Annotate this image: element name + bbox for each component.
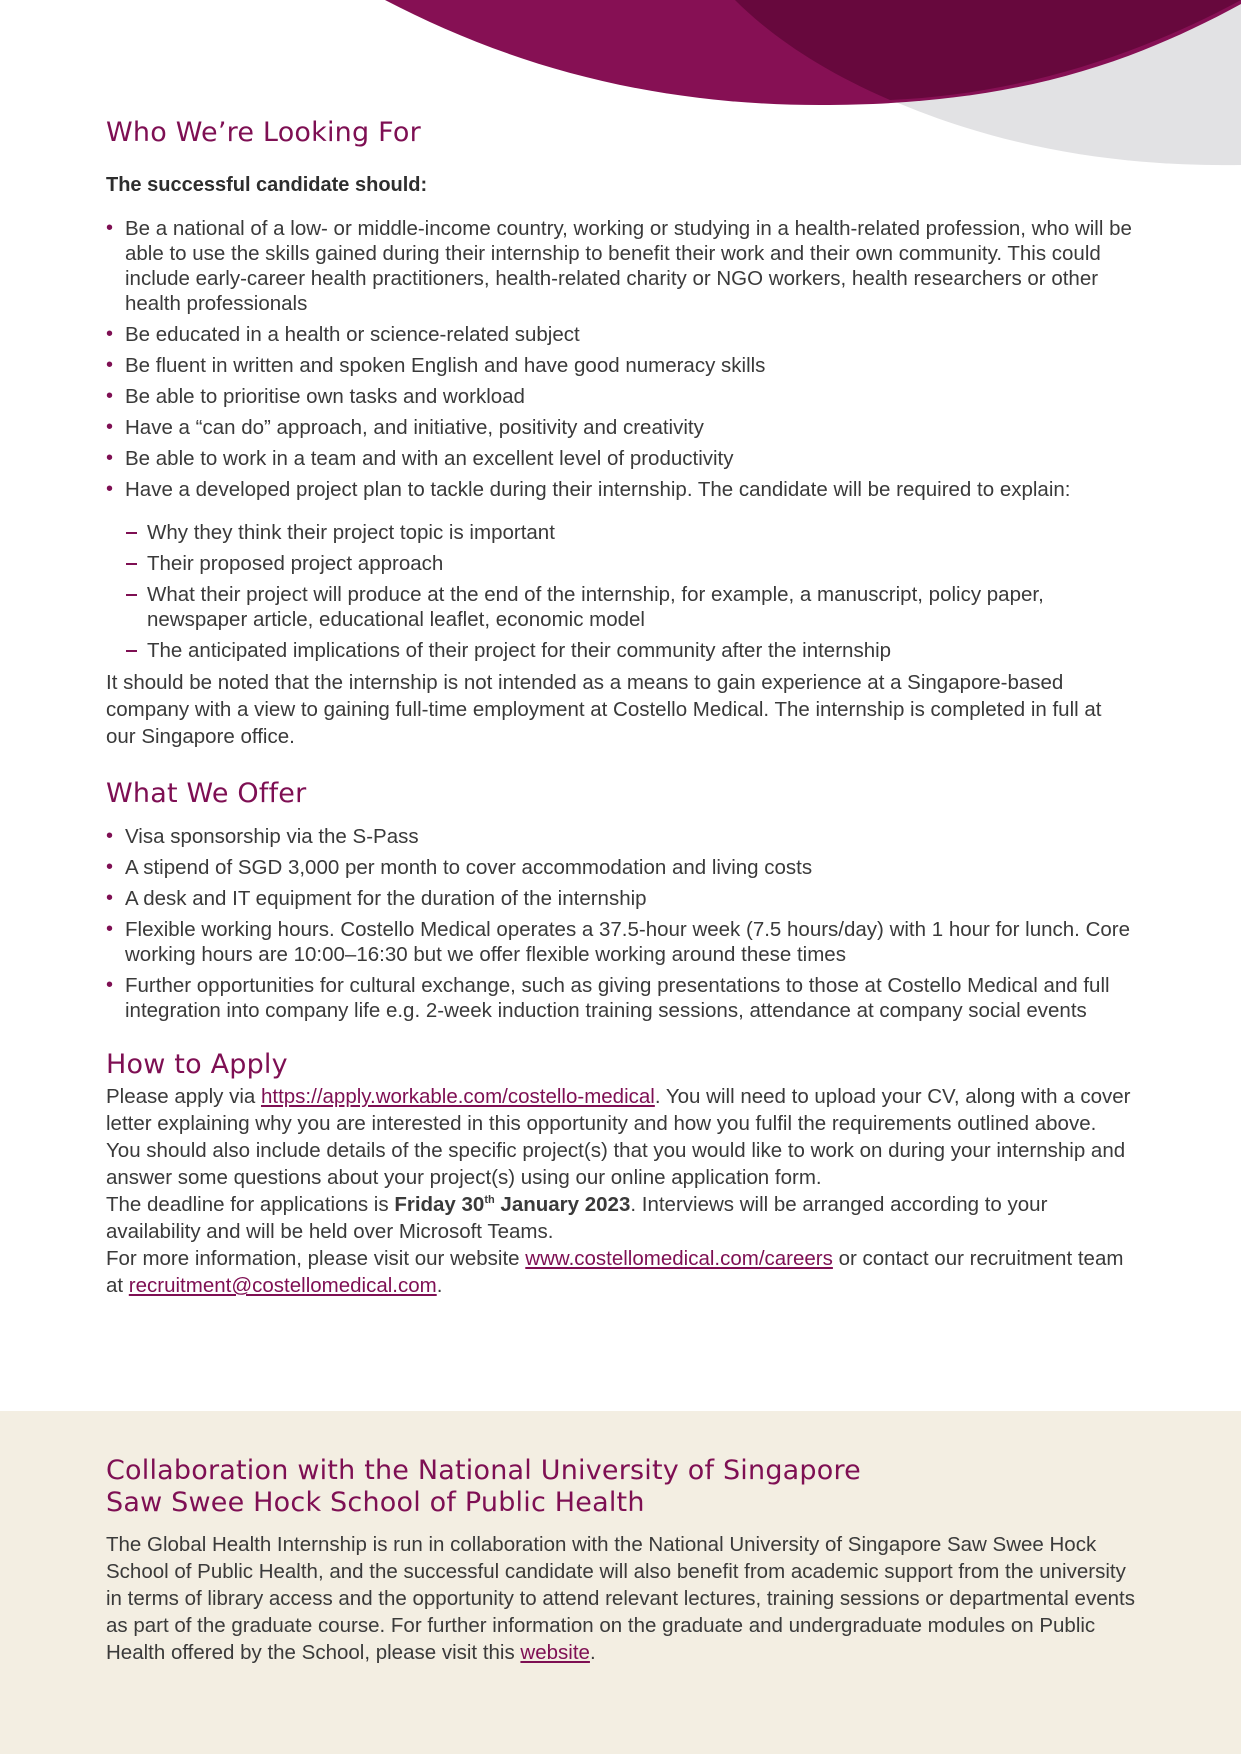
dash-icon [126,594,137,596]
bullet-icon: • [106,887,114,909]
heading-what-we-offer: What We Offer [106,778,307,809]
more-info-paragraph: For more information, please visit our website www.costellomedical.com/careers or contact our recruitment team at recruitment@costellomedical.com. [106,1247,1124,1297]
dash-icon [126,532,137,534]
deadline-date: Friday 30th January 2023 [394,1193,631,1216]
bullet-icon: • [106,856,114,878]
bullet-icon: • [106,447,114,469]
bullet-icon: • [106,217,114,239]
bullet-icon: • [106,385,114,407]
list-item: • Flexible working hours. Costello Medical operates a 37.5-hour week (7.5 hours/day) with 1 hour for lunch. Core working hours are 10:00–16:30 but we offer flexible working around these times [106,918,1131,966]
list-item: • Be fluent in written and spoken English and have good numeracy skills [106,354,766,377]
list-item: • Be able to work in a team and with an excellent level of productivity [106,447,734,470]
collaboration-content [106,1455,1136,1666]
bullet-icon: • [106,918,114,940]
list-item: • Be educated in a health or science-related subject [106,323,580,346]
list-item: The anticipated implications of their project for their community after the internship [126,638,1136,663]
dash-icon [126,650,137,652]
list-item: Why they think their project topic is important [126,520,1136,545]
list-item: • Be able to prioritise own tasks and workload [106,385,525,408]
recruitment-email-link[interactable]: recruitment@costellomedical.com [128,1274,437,1297]
school-website-link[interactable]: website [520,1641,590,1664]
bullet-icon: • [106,478,114,500]
bullet-icon: • [106,825,114,847]
heading-how-to-apply: How to Apply [106,1049,288,1080]
requirements-list [106,216,1136,502]
list-item: • Visa sponsorship via the S-Pass [106,825,419,848]
apply-paragraph: Please apply via https://apply.workable.com/costello-medical. You will need to upload your CV, along with a cover letter explaining why you are interested in this opportunity and how you fulfil the requirements outlined above. You should also include details of the specific project(s) that you would like to work on during your internship and answer some questions about your project(s) using our online application form. [106,1085,1131,1189]
bullet-icon: • [106,974,114,996]
bullet-icon: • [106,354,114,376]
collaboration-paragraph: The Global Health Internship is run in collaboration with the National University of Singapore Saw Swee Hock School of Public Health, and the successful candidate will also benefit from academic support from the university in terms of library access and the opportunity to attend relevant lectures, training sessions or departmental events as part of the graduate course. For further information on the graduate and undergraduate modules on Public Health offered by the School, please visit this website. [106,1533,1135,1664]
project-plan-sublist [106,520,1136,663]
list-item: • Be a national of a low- or middle-income country, working or studying in a health-related profession, who will be able to use the skills gained during their internship to benefit their work and their own community. This could include early-career health practitioners, health-related charity or NGO workers, health researchers or other health professionals [106,217,1132,315]
list-item: • Further opportunities for cultural exchange, such as giving presentations to those at Costello Medical and full integration into company life e.g. 2-week induction training sessions, attendance at company social events [106,974,1110,1022]
list-item: Their proposed project approach [126,551,1136,576]
list-item: • A stipend of SGD 3,000 per month to cover accommodation and living costs [106,856,813,879]
bullet-icon: • [106,323,114,345]
collaboration-panel [0,1411,1241,1754]
main-content [106,112,1136,1299]
list-item: • Have a developed project plan to tackle during their internship. The candidate will be required to explain: [106,478,1071,501]
workable-apply-link[interactable]: https://apply.workable.com/costello-medical [260,1085,655,1108]
collaboration-heading: Collaboration with the National University of Singapore Saw Swee Hock School of Public Health [106,1455,861,1518]
list-item: What their project will produce at the end of the internship, for example, a manuscript, policy paper, newspaper article, educational leaflet, economic model [126,582,1136,632]
heading-who-looking-for: Who We’re Looking For [106,117,421,148]
deadline-paragraph: The deadline for applications is Friday 30th January 2023. Interviews will be arranged according to your availability and will be held over Microsoft Teams. [106,1193,1048,1243]
dash-icon [126,563,137,565]
list-item: • A desk and IT equipment for the duration of the internship [106,887,647,910]
offer-list [106,824,1136,1023]
internship-note: It should be noted that the internship is not intended as a means to gain experience at a Singapore-based company with a view to gaining full-time employment at Costello Medical. The internship is completed in full at our Singapore office. [106,671,1102,748]
bullet-icon: • [106,416,114,438]
candidate-lead: The successful candidate should: [106,174,428,196]
list-item: • Have a “can do” approach, and initiative, positivity and creativity [106,416,704,439]
careers-website-link[interactable]: www.costellomedical.com/careers [525,1247,833,1270]
